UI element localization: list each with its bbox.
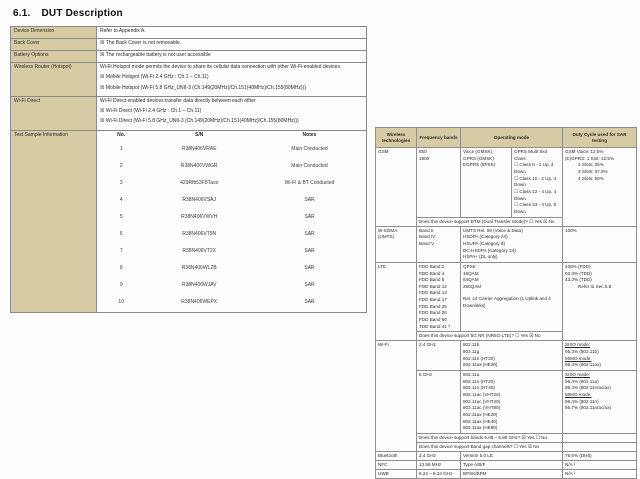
table-row — [97, 244, 366, 261]
text-line: GPRS Multi Slot Class: — [514, 149, 548, 161]
text-line: Wi-Fi Direct enabled devices transfer data directly between each other — [100, 97, 256, 104]
row-label-hotspot: Wireless Router (Hotspot) — [11, 63, 97, 97]
nfc-mode: Type A/B/F — [461, 460, 563, 469]
text-line: 96.4% (802.11n/ac/ax) — [565, 385, 611, 391]
row-label-battery-options: Battery Options — [11, 51, 97, 63]
checkbox-line: ☐ Class 8 - 1 Up, 4 Down — [514, 162, 554, 174]
table-row — [97, 261, 366, 278]
sample-sn: 429Rfb53F8Tace — [180, 180, 219, 187]
text-line: UMTS Rel. 99 (Voice & Data) — [463, 227, 523, 233]
text-line: FDD Band 2 — [419, 263, 445, 269]
text-line: Band II — [419, 227, 434, 233]
text-line: EGPRS (8PSK) — [463, 162, 496, 168]
text-line: 256QAM — [463, 283, 482, 289]
table-row-wcdma — [376, 226, 637, 262]
text-line: FDD Band 13 — [419, 290, 447, 296]
row-label-test-samples: Test Sample Information — [11, 130, 97, 312]
text-line: 802.11n (HT40) — [463, 385, 495, 391]
text-line: 95.3% (802.11b) — [565, 349, 599, 355]
text-line: FDD Band 5 — [419, 277, 445, 283]
text-line: 802.11ac (VHT80) — [463, 405, 501, 411]
table-row-lte — [376, 262, 637, 332]
back-cover-value: ☒ The Back Cover is not removable. — [97, 39, 367, 51]
sample-sn: R38N406VWGR — [180, 163, 218, 170]
checkbox-line: ☐ Class 33 - 4 Up, 5 Down — [514, 202, 557, 214]
text-line: 802.11ax (HE40) — [463, 418, 498, 424]
text-line: FDD Band 66 — [419, 317, 447, 323]
sample-no: 4 — [119, 197, 123, 204]
text-line: 96.4% (802.11a) — [565, 378, 599, 384]
sample-notes: Main Conducted — [291, 146, 328, 153]
table-row — [11, 96, 367, 130]
sample-sn: R38N406VT2X — [182, 248, 217, 255]
sample-no: 10 — [118, 299, 124, 306]
empty-cell — [563, 433, 637, 442]
text-line: Band V — [419, 240, 435, 246]
text-line: 1900 — [419, 155, 430, 161]
gsm-dtm-question: Does this device support DTM (Dual Transfer Mode)? ☐ Yes ☒ No — [417, 217, 563, 226]
wifi-band-question: Does this device support bands 5.09 – 5.85 GHz? ☒ Yes ☐ No — [417, 433, 563, 442]
checkbox-line: ☒ Wi-Fi Direct (Wi-Fi 5.8 GHz_UNII-3 (Ch.149(20MHz)/Ch.151(40MHz)/Ch.155(80MHz))) — [100, 118, 299, 125]
text-line: FDD Band 25 — [419, 303, 447, 309]
uwb-mode: BPSK/BPM — [461, 469, 563, 478]
sample-no: 2 — [119, 163, 123, 170]
wcdma-tech: W-CDMA (UMTS) — [376, 226, 417, 262]
sample-no: 3 — [119, 180, 123, 187]
column-header-sn: S/N — [195, 132, 204, 139]
column-header-mode: Operating mode — [461, 128, 563, 148]
text-line: HSDPA (Category 24) — [463, 234, 508, 240]
rf-technology-table — [375, 127, 637, 479]
gsm-bands — [417, 148, 461, 218]
table-row — [97, 176, 366, 193]
table-row — [97, 193, 366, 210]
text-line: 16QAM — [463, 270, 479, 276]
table-header-row — [97, 131, 366, 142]
wifi-24-band: 2.4 GHz — [417, 341, 461, 371]
wifi-5-modes — [461, 371, 563, 434]
sample-notes: SAR — [304, 265, 315, 272]
sample-notes: Main Conducted — [291, 163, 328, 170]
sample-notes: SAR — [304, 299, 315, 306]
text-line: QPSK — [463, 263, 476, 269]
wcdma-duty: 100% — [563, 226, 637, 262]
device-dimension-value: Refer to Appendix A. — [97, 27, 367, 39]
text-line: 3 Slots: 37.5% — [578, 168, 608, 174]
checkbox-line: ☒ Mobile Hotspot (Wi-Fi 5.8 GHz_UNII-3 (Ch.149(20MHz)/Ch.151(40MHz)/Ch.155(80MHz))) — [100, 84, 306, 91]
battery-options-value: ☒ The rechargeable battery is not user accessible — [97, 51, 367, 63]
column-header-technologies: Wireless technologies — [376, 128, 417, 148]
text-line: 2 Slots: 25% — [578, 162, 604, 168]
nfc-duty: N/A ² — [563, 460, 637, 469]
column-header-bands: Frequency bands — [417, 128, 461, 148]
table-row — [97, 295, 366, 312]
table-row-nfc — [376, 460, 637, 469]
bt-duty: 76.5% (DH5) — [563, 451, 637, 460]
text-line: GPRS (GMSK) — [463, 155, 494, 161]
text-line: GSM Voice: 12.5% — [565, 149, 604, 154]
sample-sn: R38N406WJAV — [181, 282, 217, 289]
table-row — [11, 63, 367, 97]
wifi-gap-question: Does this device support Band gap channels? ☐ Yes ☒ No — [417, 442, 563, 451]
text-line: Wi-Fi Hotspot mode permits the device to share its cellular data connection with other Wi-Fi-enabled devices. — [100, 64, 342, 70]
text-line: Refer to Sec.5.8 — [578, 283, 612, 289]
sample-no: 1 — [119, 146, 123, 153]
section-title — [13, 8, 123, 19]
wifi-24-modes — [461, 341, 563, 371]
text-line: MIMO mode: — [565, 355, 592, 361]
table-row-uwb — [376, 469, 637, 478]
lte-tech: LTE — [376, 262, 417, 341]
table-row — [97, 210, 366, 227]
test-samples-table — [97, 131, 366, 312]
table-row-gsm — [376, 148, 637, 218]
text-line: FDD Band 12 — [419, 283, 447, 289]
empty-cell — [563, 442, 637, 451]
table-header-row — [376, 128, 637, 148]
row-label-back-cover: Back Cover — [11, 39, 97, 51]
table-row — [11, 27, 367, 39]
text-line: 850 — [419, 149, 427, 154]
text-line: HSPA+ (DL only) — [463, 254, 498, 260]
sample-no: 7 — [119, 248, 123, 255]
sample-notes: SAR — [304, 214, 315, 221]
table-row — [11, 39, 367, 51]
text-line: MIMO mode: — [565, 392, 592, 397]
table-row — [97, 227, 366, 244]
row-label-device-dimension: Device Dimension — [11, 27, 97, 39]
text-line: 802.11ac (VHT40) — [463, 398, 501, 404]
section-number: 6.1. — [13, 8, 31, 19]
sample-notes: Wi-Fi & BT Conducted — [284, 180, 335, 187]
bt-tech: Bluetooth — [376, 451, 417, 460]
dut-description-table — [10, 26, 367, 313]
table-row — [11, 51, 367, 63]
text-line: Rel. 14 Carrier Aggregation (1 Uplink and 4 Downlinks) — [463, 296, 551, 309]
text-line: DC-HSDPA (Category 24) — [463, 247, 516, 253]
text-line: 802.11n (HT20) — [463, 378, 495, 384]
sample-notes: SAR — [304, 231, 315, 238]
text-line: 96.3% (802.11ax) — [565, 362, 601, 368]
text-line: 802.11n (HT20) — [463, 355, 495, 361]
sample-no: 6 — [119, 231, 123, 238]
sample-sn: R38N406VSAJ — [182, 197, 217, 204]
wifi-tech: Wi-Fi — [376, 341, 417, 452]
text-line: 802.11ax (HE20) — [463, 362, 498, 368]
text-line: SISO mode: — [565, 372, 591, 378]
lte-nr-question: Does this device support 5G NR (NR5G-LTE)? ☐ Yes ☒ No — [417, 332, 563, 341]
row-label-wifi-direct: Wi-Fi Direct — [11, 96, 97, 130]
lte-modes — [461, 262, 563, 332]
column-header-duty: Duty Cycle used for SAR testing — [563, 128, 637, 148]
text-line: (E)GPRS: 1 Slot: 12.5% — [565, 155, 615, 161]
checkbox-line: ☐ Class 10 - 2 Up, 4 Down — [514, 175, 557, 188]
wcdma-bands — [417, 226, 461, 262]
sample-sn: R38N406VT9N — [182, 231, 217, 238]
text-line: 802.11ax (HE80) — [463, 425, 498, 431]
text-line: FDD Band 26 — [419, 310, 447, 316]
table-row — [97, 159, 366, 176]
text-line: 802.11ac (VHT20) — [463, 392, 501, 397]
text-line: 64QAM — [463, 277, 479, 283]
wcdma-modes — [461, 226, 563, 262]
text-line: 100% (FDD) — [565, 263, 591, 269]
text-line: 95.7% (802.11n/ac/ax) — [565, 405, 611, 411]
gsm-multislot — [512, 148, 563, 218]
wifi-5-band: 5 GHz — [417, 371, 461, 434]
uwb-duty: N/A ² — [563, 469, 637, 478]
sample-sn: R38N406WEPX — [181, 299, 218, 306]
column-header-notes: Notes — [302, 132, 317, 139]
sample-no: 8 — [119, 265, 123, 272]
text-line: FDD Band 17 — [419, 297, 447, 303]
lte-bands — [417, 262, 461, 332]
test-samples-cell — [97, 130, 367, 312]
text-line: 43.3% (TDD) — [565, 277, 592, 283]
uwb-band: 6.24 – 8.24 GHz — [417, 469, 461, 478]
table-row — [97, 278, 366, 295]
text-line: HSUPA (Category 6) — [463, 240, 506, 246]
text-line: 802.11g — [463, 349, 480, 355]
text-line: SISO mode: — [565, 342, 591, 348]
checkbox-line: ☒ Mobile Hotspot (Wi-Fi 2.4 GHz : Ch.1 – Ch.11) — [100, 74, 209, 81]
column-header-no: No. — [117, 132, 126, 139]
text-line: FDD Band 4 — [419, 270, 445, 276]
text-line: 93.3% (TDD) — [565, 270, 592, 276]
sample-notes: SAR — [304, 282, 315, 289]
lte-duty — [563, 262, 637, 341]
sample-notes: SAR — [304, 248, 315, 255]
bt-band: 2.4 GHz — [417, 451, 461, 460]
sample-no: 5 — [119, 214, 123, 221]
text-line: 802.11b — [463, 342, 480, 348]
checkbox-line: ☒ Wi-Fi Direct (Wi-Fi 2.4 GHz : Ch.1 – Ch.11) — [100, 108, 202, 114]
checkbox-line: ☐ Class 12 - 4 Up, 4 Down — [514, 188, 557, 201]
wifi-24-duty — [563, 341, 637, 371]
text-line: Band IV — [419, 234, 436, 240]
table-row — [97, 142, 366, 159]
gsm-modes — [461, 148, 512, 218]
nfc-tech: NFC — [376, 460, 417, 469]
gsm-tech: GSM — [376, 148, 417, 227]
bt-mode: Version 5.0 LE — [461, 451, 563, 460]
text-line: TDD Band 41 ³ — [419, 323, 450, 329]
table-row-wifi-24 — [376, 341, 637, 371]
hotspot-value — [97, 63, 367, 97]
wifi-5-duty — [563, 371, 637, 434]
sample-sn: R38N406WLZB — [181, 265, 217, 272]
wifi-direct-value — [97, 96, 367, 130]
text-line: Voice (GMSK) — [463, 149, 493, 154]
sample-sn: R38N406VWVH — [181, 214, 218, 221]
sample-no: 9 — [119, 282, 123, 289]
uwb-tech: UWB — [376, 469, 417, 478]
text-line: 802.11ax (HE20) — [463, 411, 498, 417]
nfc-band: 13.56 MHz — [417, 460, 461, 469]
sample-sn: R38N406VRAE — [181, 146, 217, 153]
sample-notes: SAR — [304, 197, 315, 204]
table-row-bluetooth — [376, 451, 637, 460]
text-line: 4 Slots: 50% — [578, 175, 604, 181]
text-line: 802.11a — [463, 372, 480, 378]
section-name: DUT Description — [41, 8, 123, 19]
table-row — [11, 130, 367, 312]
gsm-duty — [563, 148, 637, 227]
text-line: 96.4% (802.11n) — [565, 398, 599, 404]
